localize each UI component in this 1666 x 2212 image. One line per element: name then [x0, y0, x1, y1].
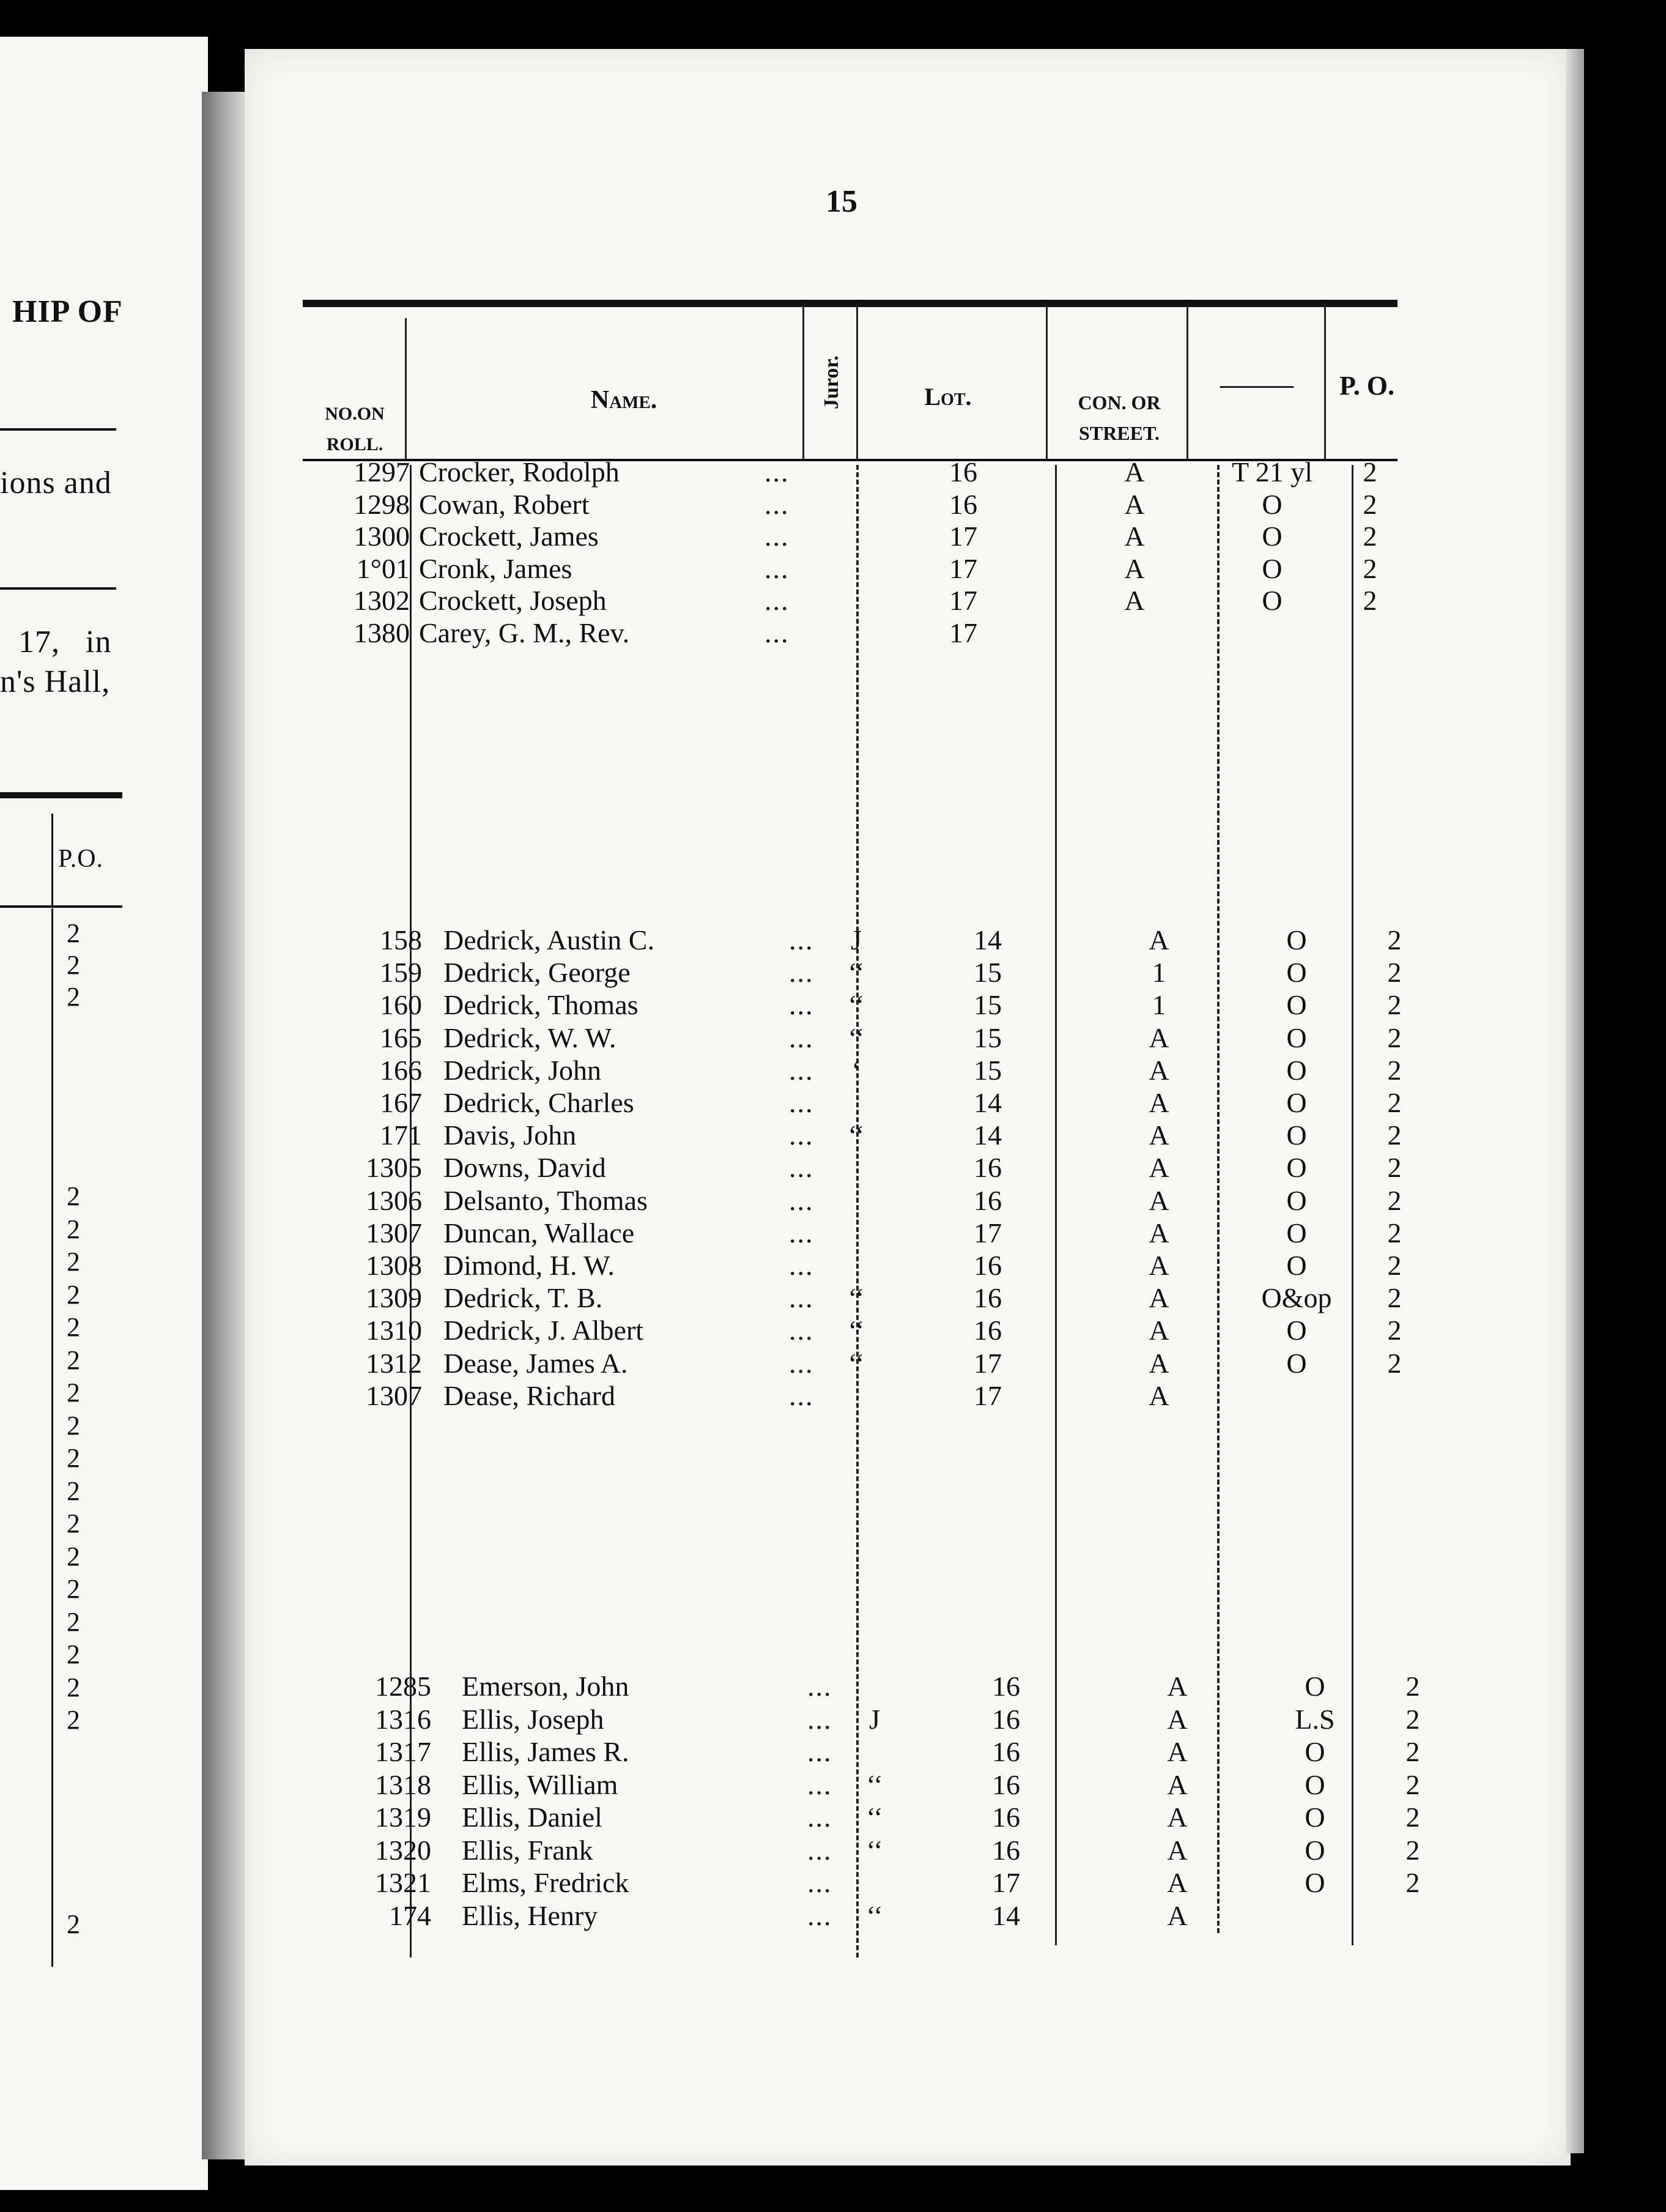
- qualification: O: [1262, 488, 1283, 520]
- concession: A: [1124, 521, 1145, 552]
- concession: A: [1149, 1217, 1169, 1249]
- lot-number: 16: [974, 1315, 1002, 1346]
- qualification: O: [1286, 1250, 1307, 1281]
- voter-name: Carey, G. M., Rev.: [419, 617, 630, 648]
- leader-dots: ...: [765, 488, 790, 520]
- post-office: 2: [1387, 1250, 1402, 1281]
- concession: A: [1149, 1379, 1169, 1411]
- leader-dots: ...: [807, 1671, 832, 1702]
- voter-name: Downs, David: [443, 1152, 606, 1184]
- qualification: O: [1286, 1315, 1307, 1346]
- lot-number: 16: [949, 456, 977, 488]
- post-office: 2: [1405, 1834, 1420, 1866]
- left-thick-rule: [0, 792, 122, 798]
- left-po-value: 2: [67, 1247, 80, 1277]
- left-col-line: [51, 908, 53, 1967]
- leader-dots: ...: [807, 1768, 832, 1800]
- roll-row: [245, 924, 1529, 956]
- voter-name: Ellis, Joseph: [462, 1703, 604, 1735]
- roll-row: [245, 1314, 1529, 1346]
- left-line-3: n's Hall,: [0, 664, 111, 699]
- qualification: L.S: [1295, 1703, 1335, 1735]
- roll-number: 1307: [366, 1217, 422, 1249]
- post-office: 2: [1387, 957, 1402, 989]
- leader-dots: ...: [789, 1379, 814, 1411]
- post-office: 2: [1363, 488, 1377, 520]
- roll-number: 1297: [354, 456, 410, 488]
- concession: A: [1167, 1671, 1188, 1702]
- left-po-value: 2: [67, 1410, 80, 1441]
- lot-number: 17: [974, 1217, 1002, 1249]
- roll-number: 160: [380, 989, 422, 1021]
- juror-mark: ‘‘: [848, 1282, 865, 1314]
- voter-name: Davis, John: [443, 1119, 577, 1151]
- juror-mark: ‘‘: [866, 1802, 883, 1833]
- qualification: O: [1286, 1152, 1307, 1184]
- concession: A: [1149, 1022, 1169, 1053]
- lot-number: 15: [974, 1022, 1002, 1053]
- leader-dots: ...: [765, 456, 790, 488]
- concession: A: [1167, 1802, 1188, 1833]
- leader-dots: ...: [765, 521, 790, 552]
- roll-number: 1285: [375, 1671, 431, 1702]
- roll-row: [245, 1086, 1529, 1118]
- post-office: 2: [1387, 1184, 1402, 1216]
- lot-number: 17: [974, 1347, 1002, 1379]
- voter-name: Duncan, Wallace: [443, 1217, 635, 1249]
- voter-name: Dedrick, Charles: [443, 1087, 634, 1118]
- voter-name: Crockett, Joseph: [419, 585, 607, 616]
- leader-dots: ...: [807, 1834, 832, 1866]
- voter-name: Delsanto, Thomas: [443, 1184, 648, 1216]
- voter-name: Ellis, Frank: [462, 1834, 593, 1866]
- header-con: CON. OR: [1078, 392, 1161, 414]
- concession: A: [1167, 1899, 1188, 1931]
- lot-number: 16: [992, 1802, 1020, 1833]
- roll-row: [245, 584, 1529, 616]
- leader-dots: ...: [789, 1087, 814, 1118]
- lot-number: 17: [949, 585, 977, 616]
- post-office: 2: [1387, 1152, 1402, 1184]
- left-po-value: 2: [67, 1378, 80, 1408]
- header-name: Name.: [590, 386, 657, 414]
- concession: A: [1149, 1054, 1169, 1086]
- roll-number: 1321: [375, 1867, 431, 1898]
- post-office: 2: [1387, 1347, 1402, 1379]
- voter-name: Dedrick, George: [443, 957, 631, 989]
- voter-name: Emerson, John: [462, 1671, 629, 1702]
- lot-number: 16: [974, 1184, 1002, 1216]
- voter-name: Elms, Fredrick: [462, 1867, 629, 1898]
- concession: A: [1149, 1152, 1169, 1184]
- roll-row: [245, 1735, 1529, 1767]
- roll-number: 174: [389, 1899, 431, 1931]
- voter-name: Crocker, Rodolph: [419, 456, 620, 488]
- juror-mark: ‘‘: [848, 1347, 865, 1379]
- roll-row: [245, 1282, 1529, 1313]
- qualification: O: [1286, 957, 1307, 989]
- lot-number: 15: [974, 1054, 1002, 1086]
- roll-row: [245, 1670, 1529, 1702]
- juror-mark: ‘‘: [866, 1768, 883, 1800]
- header-divider: [1324, 306, 1326, 459]
- left-po-value: 2: [67, 1574, 80, 1604]
- right-page: [245, 49, 1571, 2166]
- leader-dots: ...: [789, 1217, 814, 1249]
- lot-number: 14: [974, 1087, 1002, 1118]
- lot-number: 16: [992, 1671, 1020, 1702]
- roll-row: [245, 552, 1529, 584]
- voter-name: Dease, James A.: [443, 1347, 628, 1379]
- header-divider: [1187, 306, 1188, 459]
- concession: A: [1149, 924, 1169, 956]
- post-office: 2: [1387, 1022, 1402, 1053]
- left-po-value: 2: [67, 918, 80, 948]
- left-po-value: 2: [67, 1606, 80, 1637]
- qualification: O: [1286, 1087, 1307, 1118]
- leader-dots: ...: [789, 1315, 814, 1346]
- roll-row: [245, 1834, 1529, 1866]
- roll-number: 1320: [375, 1834, 431, 1866]
- leader-dots: ...: [789, 1347, 814, 1379]
- roll-row: [245, 1119, 1529, 1151]
- header-po: P. O.: [1339, 371, 1395, 401]
- roll-number: 1°01: [356, 552, 410, 584]
- roll-number: 1300: [354, 521, 410, 552]
- left-po-value: 2: [67, 1345, 80, 1375]
- left-po-value: 2: [67, 1509, 80, 1538]
- juror-mark: ‘‘: [848, 1022, 865, 1053]
- left-rule: [0, 905, 122, 908]
- left-line-2-word: in: [86, 625, 112, 659]
- lot-number: 16: [949, 488, 977, 520]
- roll-row: [245, 1054, 1529, 1086]
- qualification: O: [1286, 1347, 1307, 1379]
- lot-number: 14: [974, 1119, 1002, 1151]
- qualification: O: [1286, 1119, 1307, 1151]
- qualification: O: [1286, 1217, 1307, 1249]
- qualification: T 21 yl: [1231, 456, 1313, 488]
- qualification: O: [1286, 989, 1307, 1021]
- post-office: 2: [1387, 989, 1402, 1021]
- roll-number: 1380: [354, 617, 410, 648]
- roll-number: 167: [380, 1087, 422, 1118]
- qualification: O: [1305, 1834, 1325, 1866]
- voter-name: Dedrick, John: [443, 1054, 602, 1086]
- header-lot: Lot.: [924, 383, 972, 410]
- lot-number: 16: [992, 1834, 1020, 1866]
- header-divider: [856, 306, 858, 459]
- voter-name: Dedrick, W. W.: [443, 1022, 616, 1053]
- qualification: O: [1262, 552, 1283, 584]
- header-street: STREET.: [1079, 422, 1160, 444]
- post-office: 2: [1387, 1315, 1402, 1346]
- roll-number: 1305: [366, 1152, 422, 1184]
- concession: A: [1149, 1282, 1169, 1314]
- voter-name: Cronk, James: [419, 552, 572, 584]
- left-line-1: ions and: [0, 466, 112, 500]
- concession: A: [1124, 552, 1145, 584]
- left-po-value: 2: [67, 1672, 80, 1702]
- left-po-header: P.O.: [58, 845, 104, 873]
- post-office: 2: [1387, 1087, 1402, 1118]
- post-office: 2: [1387, 1282, 1402, 1314]
- roll-number: 165: [380, 1022, 422, 1053]
- roll-row: [245, 456, 1529, 488]
- lot-number: 16: [974, 1250, 1002, 1281]
- leader-dots: ...: [789, 1282, 814, 1314]
- concession: A: [1149, 1250, 1169, 1281]
- roll-number: 1319: [375, 1802, 431, 1833]
- roll-row: [245, 1217, 1529, 1249]
- voter-name: Dedrick, Thomas: [443, 989, 639, 1021]
- left-rule: [0, 428, 116, 431]
- lot-number: 15: [974, 989, 1002, 1021]
- lot-number: 17: [949, 552, 977, 584]
- post-office: 2: [1387, 1119, 1402, 1151]
- voter-name: Dease, Richard: [443, 1379, 615, 1411]
- left-po-value: 2: [67, 1705, 80, 1735]
- left-po-value: 2: [67, 1541, 80, 1572]
- post-office: 2: [1405, 1867, 1420, 1898]
- voter-name: Dedrick, J. Albert: [443, 1315, 644, 1346]
- qualification: O: [1262, 585, 1283, 616]
- leader-dots: ...: [807, 1802, 832, 1833]
- concession: A: [1149, 1119, 1169, 1151]
- left-col-line: [51, 814, 53, 905]
- lot-number: 16: [974, 1152, 1002, 1184]
- post-office: 2: [1405, 1736, 1420, 1767]
- voter-name: Ellis, Daniel: [462, 1802, 602, 1833]
- left-header-fragment: HIP OF: [12, 294, 123, 329]
- lot-number: 16: [992, 1768, 1020, 1800]
- juror-mark: J: [869, 1703, 880, 1735]
- leader-dots: ...: [789, 1119, 814, 1151]
- concession: A: [1149, 1347, 1169, 1379]
- roll-row: [245, 1184, 1529, 1216]
- lot-number: 16: [992, 1703, 1020, 1735]
- leader-dots: ...: [789, 1054, 814, 1086]
- post-office: 2: [1405, 1703, 1420, 1735]
- roll-number: 1318: [375, 1768, 431, 1800]
- left-po-value: 2: [67, 1214, 80, 1244]
- roll-number: 158: [380, 924, 422, 956]
- concession: A: [1124, 585, 1145, 616]
- juror-mark: ‘‘: [848, 1315, 865, 1346]
- lot-number: 14: [974, 924, 1002, 956]
- qualification: O: [1305, 1736, 1325, 1767]
- qualification: O: [1305, 1802, 1325, 1833]
- voter-name: Dimond, H. W.: [443, 1250, 615, 1281]
- post-office: 2: [1363, 456, 1377, 488]
- qualification: O: [1305, 1671, 1325, 1702]
- header-top-rule: [303, 300, 1398, 307]
- concession: 1: [1152, 989, 1166, 1021]
- leader-dots: ...: [789, 1250, 814, 1281]
- qualification: O: [1262, 521, 1283, 552]
- page-number: 15: [826, 184, 857, 219]
- roll-number: 159: [380, 957, 422, 989]
- juror-mark: ‘‘: [866, 1899, 883, 1931]
- lot-number: 16: [974, 1282, 1002, 1314]
- post-office: 2: [1405, 1768, 1420, 1800]
- concession: A: [1167, 1867, 1188, 1898]
- roll-row: [245, 520, 1529, 552]
- left-po-value: 2: [67, 982, 80, 1012]
- concession: A: [1167, 1703, 1188, 1735]
- lot-number: 17: [992, 1867, 1020, 1898]
- voter-name: Dedrick, T. B.: [443, 1282, 603, 1314]
- concession: A: [1124, 488, 1145, 520]
- concession: 1: [1152, 957, 1166, 989]
- qualification: O: [1286, 1022, 1307, 1053]
- roll-row: [245, 956, 1529, 988]
- voter-name: Ellis, Henry: [462, 1899, 598, 1931]
- qualification: O: [1305, 1768, 1325, 1800]
- leader-dots: ...: [807, 1736, 832, 1767]
- juror-mark: ‘‘: [848, 957, 865, 989]
- lot-number: 17: [949, 521, 977, 552]
- roll-row: [245, 617, 1529, 648]
- header-divider: [802, 306, 804, 459]
- voter-name: Ellis, James R.: [462, 1736, 629, 1767]
- roll-row: [245, 1801, 1529, 1833]
- post-office: 2: [1387, 1054, 1402, 1086]
- roll-number: 166: [380, 1054, 422, 1086]
- page-edge: [1566, 49, 1584, 2153]
- concession: A: [1124, 456, 1145, 488]
- roll-row: [245, 1866, 1529, 1898]
- post-office: 2: [1405, 1802, 1420, 1833]
- roll-number: 1317: [375, 1736, 431, 1767]
- left-po-value: 2: [67, 1279, 80, 1310]
- concession: A: [1167, 1736, 1188, 1767]
- roll-number: 1309: [366, 1282, 422, 1314]
- roll-number: 1302: [354, 585, 410, 616]
- header-no-on-roll: NO.ON: [325, 404, 385, 424]
- qualification: O&op: [1261, 1282, 1332, 1314]
- leader-dots: ...: [807, 1867, 832, 1898]
- roll-row: [245, 1379, 1529, 1411]
- voter-name: Cowan, Robert: [419, 488, 590, 520]
- post-office: 2: [1387, 924, 1402, 956]
- leader-dots: ...: [765, 552, 790, 584]
- roll-number: 1307: [366, 1379, 422, 1411]
- juror-mark: ‘‘: [848, 989, 865, 1021]
- left-po-value: 2: [67, 1909, 80, 1939]
- voter-name: Dedrick, Austin C.: [443, 924, 654, 956]
- header-divider: [1046, 306, 1048, 459]
- roll-row: [245, 989, 1529, 1020]
- lot-number: 17: [974, 1379, 1002, 1411]
- leader-dots: ...: [807, 1703, 832, 1735]
- roll-number: 1316: [375, 1703, 431, 1735]
- qualification: O: [1305, 1867, 1325, 1898]
- lot-number: 15: [974, 957, 1002, 989]
- concession: A: [1149, 1184, 1169, 1216]
- lot-number: 17: [949, 617, 977, 648]
- juror-mark: J: [851, 924, 862, 956]
- roll-number: 1298: [354, 488, 410, 520]
- header-roll: ROLL.: [326, 434, 383, 455]
- juror-mark: ‘: [851, 1054, 861, 1086]
- roll-row: [245, 488, 1529, 520]
- lot-number: 14: [992, 1899, 1020, 1931]
- qualification: O: [1286, 924, 1307, 956]
- roll-number: 171: [380, 1119, 422, 1151]
- post-office: 2: [1387, 1217, 1402, 1249]
- header-juror: Juror.: [820, 355, 843, 409]
- left-po-value: 2: [67, 1475, 80, 1506]
- lot-number: 16: [992, 1736, 1020, 1767]
- leader-dots: ...: [789, 924, 814, 956]
- header-blank: ———: [1220, 371, 1294, 398]
- post-office: 2: [1363, 552, 1377, 584]
- roll-row: [245, 1249, 1529, 1281]
- roll-number: 1312: [366, 1347, 422, 1379]
- leader-dots: ...: [789, 957, 814, 989]
- voter-name: Crockett, James: [419, 521, 599, 552]
- post-office: 2: [1363, 521, 1377, 552]
- leader-dots: ...: [789, 1152, 814, 1184]
- left-line-2-num: 17,: [18, 625, 60, 659]
- roll-number: 1308: [366, 1250, 422, 1281]
- left-po-value: 2: [67, 1639, 80, 1669]
- qualification: O: [1286, 1184, 1307, 1216]
- roll-number: 1306: [366, 1184, 422, 1216]
- juror-mark: ‘‘: [866, 1834, 883, 1866]
- header-divider: [405, 318, 407, 459]
- left-rule: [0, 587, 116, 590]
- leader-dots: ...: [789, 989, 814, 1021]
- juror-mark: ‘‘: [848, 1119, 865, 1151]
- left-po-value: 2: [67, 1312, 80, 1342]
- roll-row: [245, 1768, 1529, 1800]
- concession: A: [1167, 1768, 1188, 1800]
- leader-dots: ...: [765, 617, 790, 648]
- concession: A: [1149, 1087, 1169, 1118]
- left-po-value: 2: [67, 1443, 80, 1473]
- leader-dots: ...: [789, 1022, 814, 1053]
- roll-row: [245, 1703, 1529, 1735]
- leader-dots: ...: [807, 1899, 832, 1931]
- left-page: [0, 37, 208, 2190]
- left-po-value: 2: [67, 950, 80, 980]
- roll-number: 1310: [366, 1315, 422, 1346]
- roll-row: [245, 1151, 1529, 1183]
- post-office: 2: [1363, 585, 1377, 616]
- left-po-value: 2: [67, 1181, 80, 1211]
- voter-name: Ellis, William: [462, 1768, 618, 1800]
- qualification: O: [1286, 1054, 1307, 1086]
- roll-row: [245, 1022, 1529, 1053]
- concession: A: [1149, 1315, 1169, 1346]
- post-office: 2: [1405, 1671, 1420, 1702]
- roll-row: [245, 1899, 1529, 1931]
- concession: A: [1167, 1834, 1188, 1866]
- leader-dots: ...: [765, 585, 790, 616]
- roll-row: [245, 1347, 1529, 1379]
- leader-dots: ...: [789, 1184, 814, 1216]
